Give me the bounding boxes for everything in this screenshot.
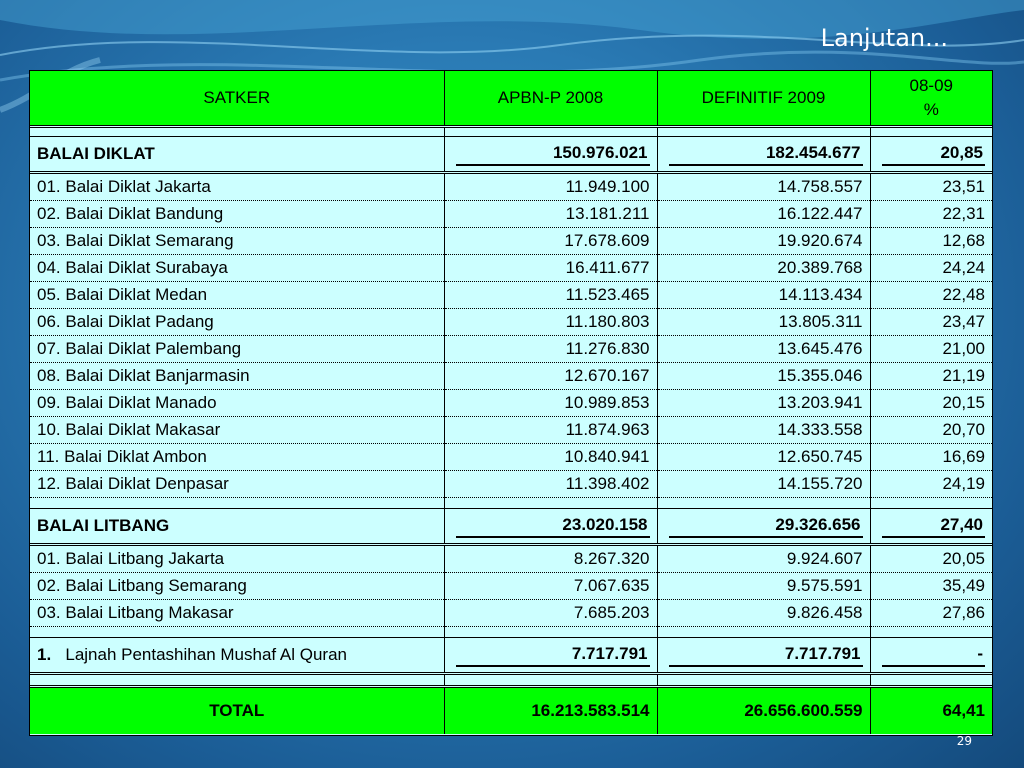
row-definitif: 13.805.311 xyxy=(657,309,870,336)
table-header-row xyxy=(30,71,992,127)
table-row xyxy=(30,363,992,390)
group-apbn: 7.717.791 xyxy=(456,643,650,667)
row-apbn: 11.949.100 xyxy=(444,173,657,201)
group-percent: 20,85 xyxy=(882,142,986,166)
row-percent: 23,51 xyxy=(870,173,992,201)
row-apbn: 11.180.803 xyxy=(444,309,657,336)
row-definitif: 19.920.674 xyxy=(657,228,870,255)
group-definitif: 7.717.791 xyxy=(669,643,863,667)
total-percent: 64,41 xyxy=(870,687,992,735)
row-percent: 16,69 xyxy=(870,444,992,471)
row-satker: 06. Balai Diklat Padang xyxy=(30,309,444,336)
row-apbn: 11.398.402 xyxy=(444,471,657,498)
row-percent: 22,48 xyxy=(870,282,992,309)
group-label: 1. Lajnah Pentashihan Mushaf Al Quran xyxy=(30,638,444,674)
group-label: BALAI DIKLAT xyxy=(30,137,444,173)
group-row-balai-litbang xyxy=(30,509,992,545)
total-apbn: 16.213.583.514 xyxy=(444,687,657,735)
row-percent: 27,86 xyxy=(870,600,992,627)
row-percent: 12,68 xyxy=(870,228,992,255)
row-satker: 04. Balai Diklat Surabaya xyxy=(30,255,444,282)
table-row xyxy=(30,336,992,363)
row-satker: 08. Balai Diklat Banjarmasin xyxy=(30,363,444,390)
table-row xyxy=(30,417,992,444)
row-satker: 03. Balai Litbang Makasar xyxy=(30,600,444,627)
row-definitif: 9.575.591 xyxy=(657,573,870,600)
row-satker: 12. Balai Diklat Denpasar xyxy=(30,471,444,498)
header-apbn: APBN-P 2008 xyxy=(444,71,657,127)
row-percent: 21,19 xyxy=(870,363,992,390)
row-percent: 35,49 xyxy=(870,573,992,600)
row-satker: 05. Balai Diklat Medan xyxy=(30,282,444,309)
table-row xyxy=(30,173,992,201)
group-apbn: 150.976.021 xyxy=(456,142,650,166)
row-definitif: 14.155.720 xyxy=(657,471,870,498)
row-apbn: 11.523.465 xyxy=(444,282,657,309)
row-percent: 20,05 xyxy=(870,545,992,573)
row-satker: 09. Balai Diklat Manado xyxy=(30,390,444,417)
header-percent: 08-09 % xyxy=(870,71,992,127)
row-apbn: 11.276.830 xyxy=(444,336,657,363)
row-definitif: 14.758.557 xyxy=(657,173,870,201)
table-row xyxy=(30,228,992,255)
row-apbn: 7.067.635 xyxy=(444,573,657,600)
row-definitif: 12.650.745 xyxy=(657,444,870,471)
row-apbn: 10.840.941 xyxy=(444,444,657,471)
group-percent: 27,40 xyxy=(882,514,986,538)
slide-title: Lanjutan... xyxy=(820,24,948,52)
row-definitif: 13.645.476 xyxy=(657,336,870,363)
table-row xyxy=(30,573,992,600)
row-percent: 24,19 xyxy=(870,471,992,498)
header-definitif: DEFINITIF 2009 xyxy=(657,71,870,127)
row-definitif: 9.924.607 xyxy=(657,545,870,573)
row-definitif: 14.333.558 xyxy=(657,417,870,444)
header-satker: SATKER xyxy=(30,71,444,127)
row-apbn: 17.678.609 xyxy=(444,228,657,255)
table-row xyxy=(30,444,992,471)
row-percent: 20,15 xyxy=(870,390,992,417)
row-apbn: 13.181.211 xyxy=(444,201,657,228)
row-apbn: 16.411.677 xyxy=(444,255,657,282)
row-apbn: 11.874.963 xyxy=(444,417,657,444)
total-definitif: 26.656.600.559 xyxy=(657,687,870,735)
row-satker: 01. Balai Litbang Jakarta xyxy=(30,545,444,573)
row-apbn: 7.685.203 xyxy=(444,600,657,627)
row-definitif: 16.122.447 xyxy=(657,201,870,228)
group-percent: - xyxy=(882,643,986,667)
row-definitif: 20.389.768 xyxy=(657,255,870,282)
row-satker: 03. Balai Diklat Semarang xyxy=(30,228,444,255)
row-percent: 24,24 xyxy=(870,255,992,282)
total-row xyxy=(30,687,992,735)
table-row xyxy=(30,471,992,498)
group-definitif: 182.454.677 xyxy=(669,142,863,166)
group-apbn: 23.020.158 xyxy=(456,514,650,538)
row-satker: 10. Balai Diklat Makasar xyxy=(30,417,444,444)
row-percent: 21,00 xyxy=(870,336,992,363)
slide-number: 29 xyxy=(956,734,972,748)
row-percent: 22,31 xyxy=(870,201,992,228)
row-apbn: 8.267.320 xyxy=(444,545,657,573)
row-satker: 11. Balai Diklat Ambon xyxy=(30,444,444,471)
row-percent: 20,70 xyxy=(870,417,992,444)
row-apbn: 10.989.853 xyxy=(444,390,657,417)
table-row xyxy=(30,545,992,573)
row-satker: 07. Balai Diklat Palembang xyxy=(30,336,444,363)
group-definitif: 29.326.656 xyxy=(669,514,863,538)
group-row-lajnah xyxy=(30,638,992,674)
budget-table xyxy=(29,70,993,736)
group-row-balai-diklat xyxy=(30,137,992,173)
row-satker: 02. Balai Diklat Bandung xyxy=(30,201,444,228)
table-row xyxy=(30,255,992,282)
row-definitif: 15.355.046 xyxy=(657,363,870,390)
row-satker: 02. Balai Litbang Semarang xyxy=(30,573,444,600)
table-row xyxy=(30,282,992,309)
row-definitif: 14.113.434 xyxy=(657,282,870,309)
table-row xyxy=(30,390,992,417)
row-apbn: 12.670.167 xyxy=(444,363,657,390)
row-percent: 23,47 xyxy=(870,309,992,336)
row-definitif: 13.203.941 xyxy=(657,390,870,417)
row-definitif: 9.826.458 xyxy=(657,600,870,627)
total-label: TOTAL xyxy=(30,687,444,735)
group-label: BALAI LITBANG xyxy=(30,509,444,545)
row-satker: 01. Balai Diklat Jakarta xyxy=(30,173,444,201)
table-row xyxy=(30,600,992,627)
table-row xyxy=(30,201,992,228)
table-row xyxy=(30,309,992,336)
